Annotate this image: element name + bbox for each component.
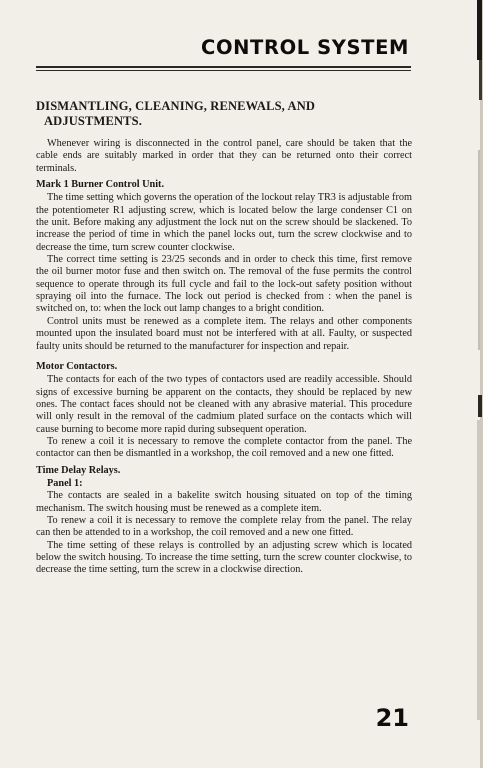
burner-heading: Mark 1 Burner Control Unit. xyxy=(36,179,165,191)
header-rule xyxy=(36,66,411,68)
relays-paragraph-1: The contacts are sealed in a bakelite switch housing situated on top of the timing mechanism. The switch housing must be renewed as a complete item. xyxy=(36,490,412,514)
page-body xyxy=(36,99,412,577)
page-number: 21 xyxy=(375,704,409,732)
header-rule-thin xyxy=(36,70,411,71)
relays-paragraph-3: The time setting of these relays is controlled by an adjusting screw which is located below the switch housing. To increase the time setting, turn the screw counter clockwise, to decrease the time setting, turn the screw in a clockwise direction. xyxy=(36,539,412,576)
burner-paragraph-1: The time setting which governs the operation of the lockout relay TR3 is adjustable from the potentiometer R1 adjusting screw, which is located below the large condenser C1 on the unit. Before making any adjustment the lock nut on the screw should be slackened. To increase the period of time in which the panel locks out, turn the screw clockwise and to decrease the time, turn screw counter clockwise. xyxy=(36,192,412,253)
burner-paragraph-3: Control units must be renewed as a complete item. The relays and other components mounted upon the insulated board must not be interfered with at all. Faulty, or suspected faulty units should be returned to the manufacturer for inspection and repair. xyxy=(36,315,412,352)
section-title xyxy=(36,99,412,129)
contactors-heading: Motor Contactors. xyxy=(36,360,118,372)
relays-paragraph-2: To renew a coil it is necessary to remove the complete relay from the panel. The relay can then be attended to in a workshop, the coil removed and a new one fitted. xyxy=(36,514,412,539)
intro-paragraph: Whenever wiring is disconnected in the control panel, care should be taken that the cable ends are suitably marked in order that they can be returned onto their correct terminals. xyxy=(36,138,412,174)
page-edge-shadow xyxy=(463,0,483,768)
burner-paragraph-2: The correct time setting is 23/25 seconds and in order to check this time, first remove the oil burner motor fuse and then switch on. The removal of the fuse permits the control sequence to operate through its full cycle and fail to the lock-out safety position without spraying oil into the furnace. The lock out period is checked from : when the panel is switched on, to: when the lock out lamp changes to a bright condition. xyxy=(36,254,412,315)
contactors-paragraph-1: The contacts for each of the two types of contactors used are readily accessible. Should signs of excessive burning be apparent on the contacts, they should be replaced by new ones. The contact faces should not be cleaned with any abrasive material. This procedure will only result in the removal of the cadmium plated surface on the contacts which will cause burning to become more rapid during subsequent operation. xyxy=(36,374,412,435)
section-title-line-2: ADJUSTMENTS. xyxy=(44,114,142,128)
section-title-line-1: DISMANTLING, CLEANING, RENEWALS, AND xyxy=(36,99,316,113)
running-header: CONTROL SYSTEM xyxy=(201,36,409,59)
contactors-paragraph-2: To renew a coil it is necessary to remove the complete contactor from the panel. The contactor can then be dismantled in a workshop, the coil removed and a new one fitted. xyxy=(36,435,412,460)
relays-subheading: Panel 1: xyxy=(47,477,83,489)
relays-heading: Time Delay Relays. xyxy=(36,464,121,476)
